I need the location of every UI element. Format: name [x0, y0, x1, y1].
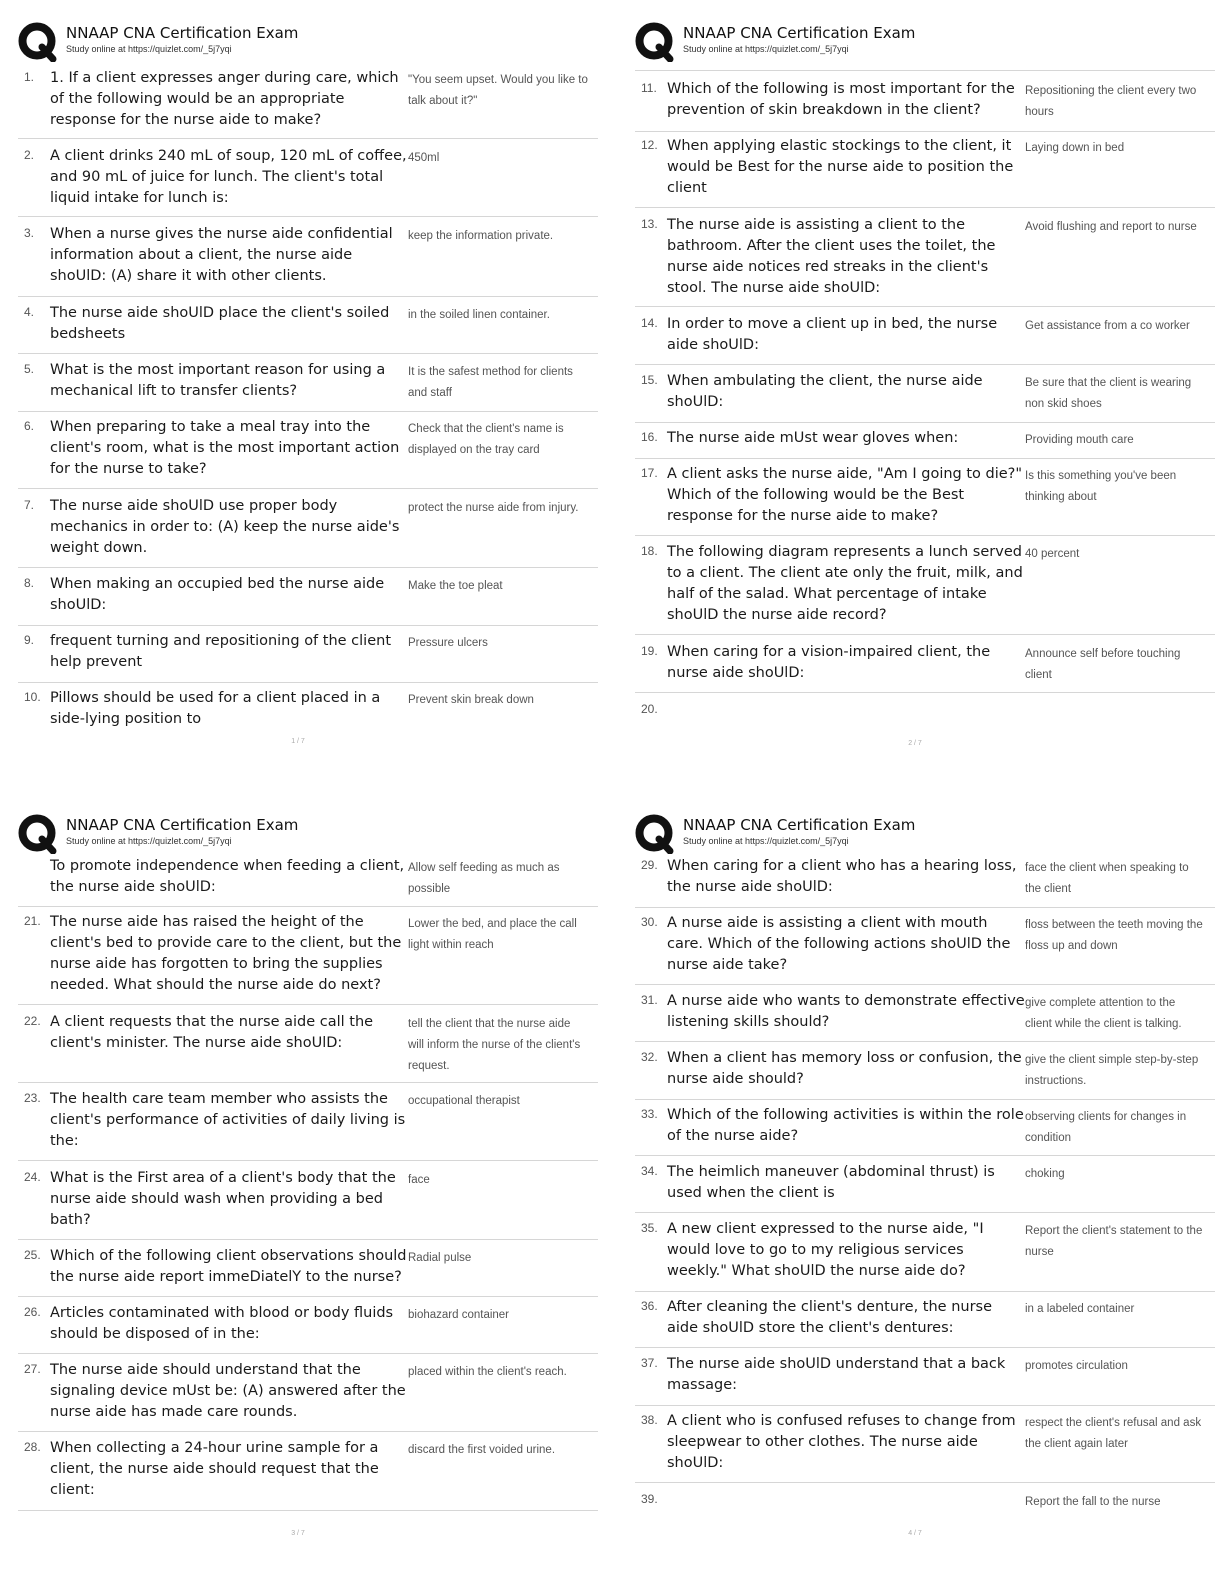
- answer-text: Lower the bed, and place the call light within reach: [408, 918, 577, 951]
- question-text: A nurse aide is assisting a client with mouth care. Which of the following actions shoUlD the nurse aide take?: [667, 915, 1011, 973]
- question-number: 6.: [24, 419, 35, 433]
- answer-text: Pressure ulcers: [408, 637, 488, 649]
- study-link[interactable]: Study online at https://quizlet.com/_5j7yqi: [683, 836, 849, 846]
- page-3: [18, 814, 598, 1537]
- question-row: [635, 915, 1215, 985]
- question-number: 11.: [641, 81, 657, 95]
- question-number: 17.: [641, 466, 658, 480]
- question-row: [18, 305, 598, 354]
- question-number: 3.: [24, 226, 35, 240]
- answer-text: Make the toe pleat: [408, 580, 503, 592]
- question-number: 1.: [24, 70, 35, 84]
- question-row: [18, 1014, 598, 1083]
- answer-text: Report the fall to the nurse: [1025, 1496, 1161, 1508]
- answer-text: observing clients for changes in condition: [1025, 1111, 1187, 1144]
- answer-text: tell the client that the nurse aide will inform the nurse of the client's request.: [408, 1018, 581, 1072]
- question-text: What is the First area of a client's body that the nurse aide should wash when providing a bed bath?: [50, 1170, 396, 1228]
- question-number: 32.: [641, 1050, 658, 1064]
- answer-text: Check that the client's name is displayed on the tray card: [408, 423, 564, 456]
- quizlet-logo-icon: [635, 22, 675, 62]
- question-number: 13.: [641, 217, 658, 231]
- question-text: The following diagram represents a lunch served to a client. The client ate only the fruit, milk, and half of the salad. What percentage of intake shoUlD the nurse aide record?: [667, 544, 1023, 623]
- question-row: [635, 1413, 1215, 1483]
- answer-text: face the client when speaking to the client: [1025, 862, 1189, 895]
- answer-text: It is the safest method for clients and staff: [408, 366, 573, 399]
- answer-text: Is this something you've been thinking about: [1025, 470, 1177, 503]
- answer-text: Prevent skin break down: [408, 694, 534, 706]
- question-number: 21.: [24, 914, 41, 928]
- question-text: The nurse aide shoUlD understand that a back massage:: [667, 1356, 1006, 1393]
- answer-text: in a labeled container: [1025, 1303, 1135, 1315]
- question-number: 2.: [24, 148, 35, 162]
- question-row: [18, 70, 598, 139]
- question-row: [635, 1050, 1215, 1100]
- answer-text: face: [408, 1174, 430, 1186]
- question-row: [18, 858, 598, 907]
- question-row: [635, 70, 1215, 132]
- question-row: [635, 1164, 1215, 1213]
- question-text: The heimlich maneuver (abdominal thrust) is used when the client is: [667, 1164, 995, 1201]
- answer-text: choking: [1025, 1168, 1065, 1180]
- answer-text: 40 percent: [1025, 548, 1080, 560]
- quizlet-logo-icon: [18, 814, 58, 854]
- question-row: [18, 1440, 598, 1511]
- question-row: [635, 1221, 1215, 1292]
- answer-text: give the client simple step-by-step instructions.: [1025, 1054, 1199, 1087]
- question-text: When applying elastic stockings to the client, it would be Best for the nurse aide to position the client: [667, 138, 1014, 196]
- answer-text: 450ml: [408, 152, 440, 164]
- question-text: A client requests that the nurse aide call the client's minister. The nurse aide shoUlD:: [50, 1014, 374, 1051]
- answer-text: Repositioning the client every two hours: [1025, 85, 1197, 118]
- answer-text: give complete attention to the client while the client is talking.: [1025, 997, 1182, 1030]
- question-row: [635, 373, 1215, 423]
- question-number: 35.: [641, 1221, 658, 1235]
- answer-text: respect the client's refusal and ask the client again later: [1025, 1417, 1202, 1450]
- answer-text: biohazard container: [408, 1309, 510, 1321]
- question-number: 25.: [24, 1248, 41, 1262]
- answer-text: floss between the teeth moving the floss up and down: [1025, 919, 1203, 952]
- page-title: NNAAP CNA Certification Exam: [66, 816, 299, 834]
- page-number: 1 / 7: [291, 738, 305, 745]
- question-number: 12.: [641, 138, 658, 152]
- question-row: [635, 466, 1215, 536]
- question-text: A client asks the nurse aide, "Am I going to die?" Which of the following would be the Best response for the nurse aide to make?: [667, 466, 1023, 524]
- answer-text: Laying down in bed: [1025, 142, 1125, 154]
- answer-text: occupational therapist: [408, 1095, 520, 1107]
- question-row: [635, 1107, 1215, 1156]
- question-text: When preparing to take a meal tray into the client's room, what is the most important action for the nurse to take?: [50, 419, 400, 477]
- question-row: [635, 217, 1215, 307]
- answer-text: Allow self feeding as much as possible: [408, 862, 560, 895]
- question-text: The nurse aide mUst wear gloves when:: [667, 430, 959, 446]
- question-number: 5.: [24, 362, 35, 376]
- question-number: 15.: [641, 373, 658, 387]
- question-row: [18, 1170, 598, 1240]
- question-text: The nurse aide has raised the height of the client's bed to provide care to the client, but the nurse aide has forgotten to bring the supplies needed. What should the nurse aide do next?: [50, 914, 402, 993]
- question-number: 8.: [24, 576, 35, 590]
- question-row: [635, 993, 1215, 1042]
- answer-text: Report the client's statement to the nurse: [1025, 1225, 1203, 1258]
- question-text: After cleaning the client's denture, the nurse aide shoUlD store the client's dentures:: [667, 1299, 993, 1336]
- page-4: [635, 814, 1215, 1537]
- answer-text: in the soiled linen container.: [408, 309, 550, 321]
- question-number: 22.: [24, 1014, 41, 1028]
- page-title: NNAAP CNA Certification Exam: [683, 816, 916, 834]
- question-number: 27.: [24, 1362, 41, 1376]
- question-number: 28.: [24, 1440, 41, 1454]
- answer-text: discard the first voided urine.: [408, 1444, 556, 1456]
- question-row: [635, 1299, 1215, 1348]
- page-1: [18, 22, 598, 745]
- question-text: What is the most important reason for using a mechanical lift to transfer clients?: [50, 362, 386, 399]
- question-text: When a nurse gives the nurse aide confidential information about a client, the nurse aide shoUlD: (A) share it with other clients.: [50, 226, 393, 284]
- question-row: [635, 1356, 1215, 1406]
- answer-text: Providing mouth care: [1025, 434, 1134, 446]
- answer-text: Radial pulse: [408, 1252, 472, 1264]
- question-text: A nurse aide who wants to demonstrate effective listening skills should?: [667, 993, 1025, 1030]
- question-row: [635, 1492, 1215, 1514]
- question-row: [635, 544, 1215, 635]
- page-title: NNAAP CNA Certification Exam: [683, 24, 916, 42]
- question-number: 38.: [641, 1413, 658, 1427]
- question-number: 14.: [641, 316, 658, 330]
- question-text: The nurse aide is assisting a client to the bathroom. After the client uses the toilet, the nurse aide notices red streaks in the client's stool. The nurse aide shoUlD:: [667, 217, 996, 296]
- question-number: 30.: [641, 915, 658, 929]
- question-text: When making an occupied bed the nurse aide shoUlD:: [50, 576, 385, 613]
- question-number: 37.: [641, 1356, 658, 1370]
- question-number: 31.: [641, 993, 658, 1007]
- answer-text: Avoid flushing and report to nurse: [1025, 221, 1197, 233]
- question-number: 20.: [641, 702, 658, 716]
- question-row: [635, 702, 1215, 730]
- question-text: When a client has memory loss or confusion, the nurse aide should?: [667, 1050, 1022, 1087]
- question-row: [635, 430, 1215, 459]
- question-text: The nurse aide should understand that the signaling device mUst be: (A) answered after the nurse aide has made care rounds.: [50, 1362, 406, 1420]
- page-number: 2 / 7: [908, 740, 922, 747]
- question-text: The nurse aide shoUlD use proper body mechanics in order to: (A) keep the nurse aide's weight down.: [50, 498, 400, 556]
- question-number: 36.: [641, 1299, 658, 1313]
- question-number: 39.: [641, 1492, 658, 1506]
- study-link[interactable]: Study online at https://quizlet.com/_5j7yqi: [66, 44, 232, 54]
- study-link[interactable]: Study online at https://quizlet.com/_5j7yqi: [683, 44, 849, 54]
- answer-text: placed within the client's reach.: [408, 1366, 567, 1378]
- question-text: The health care team member who assists the client's performance of activities of daily living is the:: [50, 1091, 406, 1149]
- question-row: [18, 914, 598, 1005]
- question-text: Which of the following is most important for the prevention of skin breakdown in the client?: [667, 81, 1015, 118]
- answer-text: Announce self before touching client: [1025, 648, 1181, 681]
- question-number: 19.: [641, 644, 658, 658]
- question-row: [18, 633, 598, 683]
- question-row: [18, 1248, 598, 1297]
- question-text: When collecting a 24-hour urine sample for a client, the nurse aide should request that the client:: [50, 1440, 379, 1498]
- page-header: [635, 814, 1215, 858]
- quizlet-logo-icon: [635, 814, 675, 854]
- question-text: When caring for a client who has a hearing loss, the nurse aide shoUlD:: [667, 858, 1017, 895]
- question-row: [18, 419, 598, 489]
- question-row: [18, 498, 598, 568]
- page-2: [635, 22, 1215, 747]
- answer-text: protect the nurse aide from injury.: [408, 502, 579, 514]
- question-text: When caring for a vision-impaired client, the nurse aide shoUlD:: [667, 644, 991, 681]
- question-row: [635, 858, 1215, 908]
- question-number: 23.: [24, 1091, 41, 1105]
- question-text: In order to move a client up in bed, the nurse aide shoUlD:: [667, 316, 998, 353]
- page-header: [18, 22, 598, 66]
- question-number: 9.: [24, 633, 35, 647]
- question-text: Pillows should be used for a client placed in a side-lying position to: [50, 690, 381, 727]
- answer-text: keep the information private.: [408, 230, 554, 242]
- answer-text: Get assistance from a co worker: [1025, 320, 1190, 332]
- page-number: 3 / 7: [291, 1530, 305, 1537]
- question-row: [18, 148, 598, 217]
- question-row: [18, 1305, 598, 1354]
- study-link[interactable]: Study online at https://quizlet.com/_5j7yqi: [66, 836, 232, 846]
- answer-text: promotes circulation: [1025, 1360, 1128, 1372]
- page-number: 4 / 7: [908, 1530, 922, 1537]
- question-row: [635, 316, 1215, 365]
- question-number: 26.: [24, 1305, 41, 1319]
- question-text: 1. If a client expresses anger during care, which of the following would be an appropriate response for the nurse aide to make?: [50, 70, 399, 128]
- question-number: 16.: [641, 430, 658, 444]
- answer-text: "You seem upset. Would you like to talk about it?": [408, 74, 588, 107]
- question-text: frequent turning and repositioning of the client help prevent: [50, 633, 392, 670]
- question-row: [18, 362, 598, 412]
- question-row: [18, 576, 598, 626]
- question-text: Articles contaminated with blood or body fluids should be disposed of in the:: [50, 1305, 394, 1342]
- question-number: 7.: [24, 498, 35, 512]
- question-number: 24.: [24, 1170, 41, 1184]
- question-text: A client who is confused refuses to change from sleepwear to other clothes. The nurse aide shoUlD:: [667, 1413, 1016, 1471]
- question-row: [635, 644, 1215, 693]
- question-row: [18, 1091, 598, 1161]
- question-text: To promote independence when feeding a client, the nurse aide shoUlD:: [50, 858, 405, 895]
- question-row: [18, 226, 598, 297]
- question-text: A client drinks 240 mL of soup, 120 mL of coffee, and 90 mL of juice for lunch. The client's total liquid intake for lunch is:: [50, 148, 407, 206]
- question-number: 29.: [641, 858, 658, 872]
- question-text: A new client expressed to the nurse aide, "I would love to go to my religious services weekly." What shoUlD the nurse aide do?: [667, 1221, 984, 1279]
- question-number: 18.: [641, 544, 658, 558]
- question-text: Which of the following activities is within the role of the nurse aide?: [667, 1107, 1024, 1144]
- question-text: Which of the following client observations should the nurse aide report immeDiatelY to the nurse?: [50, 1248, 407, 1285]
- question-number: 33.: [641, 1107, 658, 1121]
- page-header: [18, 814, 598, 858]
- page-title: NNAAP CNA Certification Exam: [66, 24, 299, 42]
- quizlet-logo-icon: [18, 22, 58, 62]
- question-row: [18, 690, 598, 738]
- question-text: When ambulating the client, the nurse aide shoUlD:: [667, 373, 983, 410]
- question-row: [18, 1362, 598, 1432]
- answer-text: Be sure that the client is wearing non skid shoes: [1025, 377, 1192, 410]
- page-header: [635, 22, 1215, 66]
- question-text: The nurse aide shoUlD place the client's soiled bedsheets: [50, 305, 390, 342]
- question-row: [635, 138, 1215, 208]
- question-number: 10.: [24, 690, 41, 704]
- question-number: 4.: [24, 305, 35, 319]
- question-number: 34.: [641, 1164, 658, 1178]
